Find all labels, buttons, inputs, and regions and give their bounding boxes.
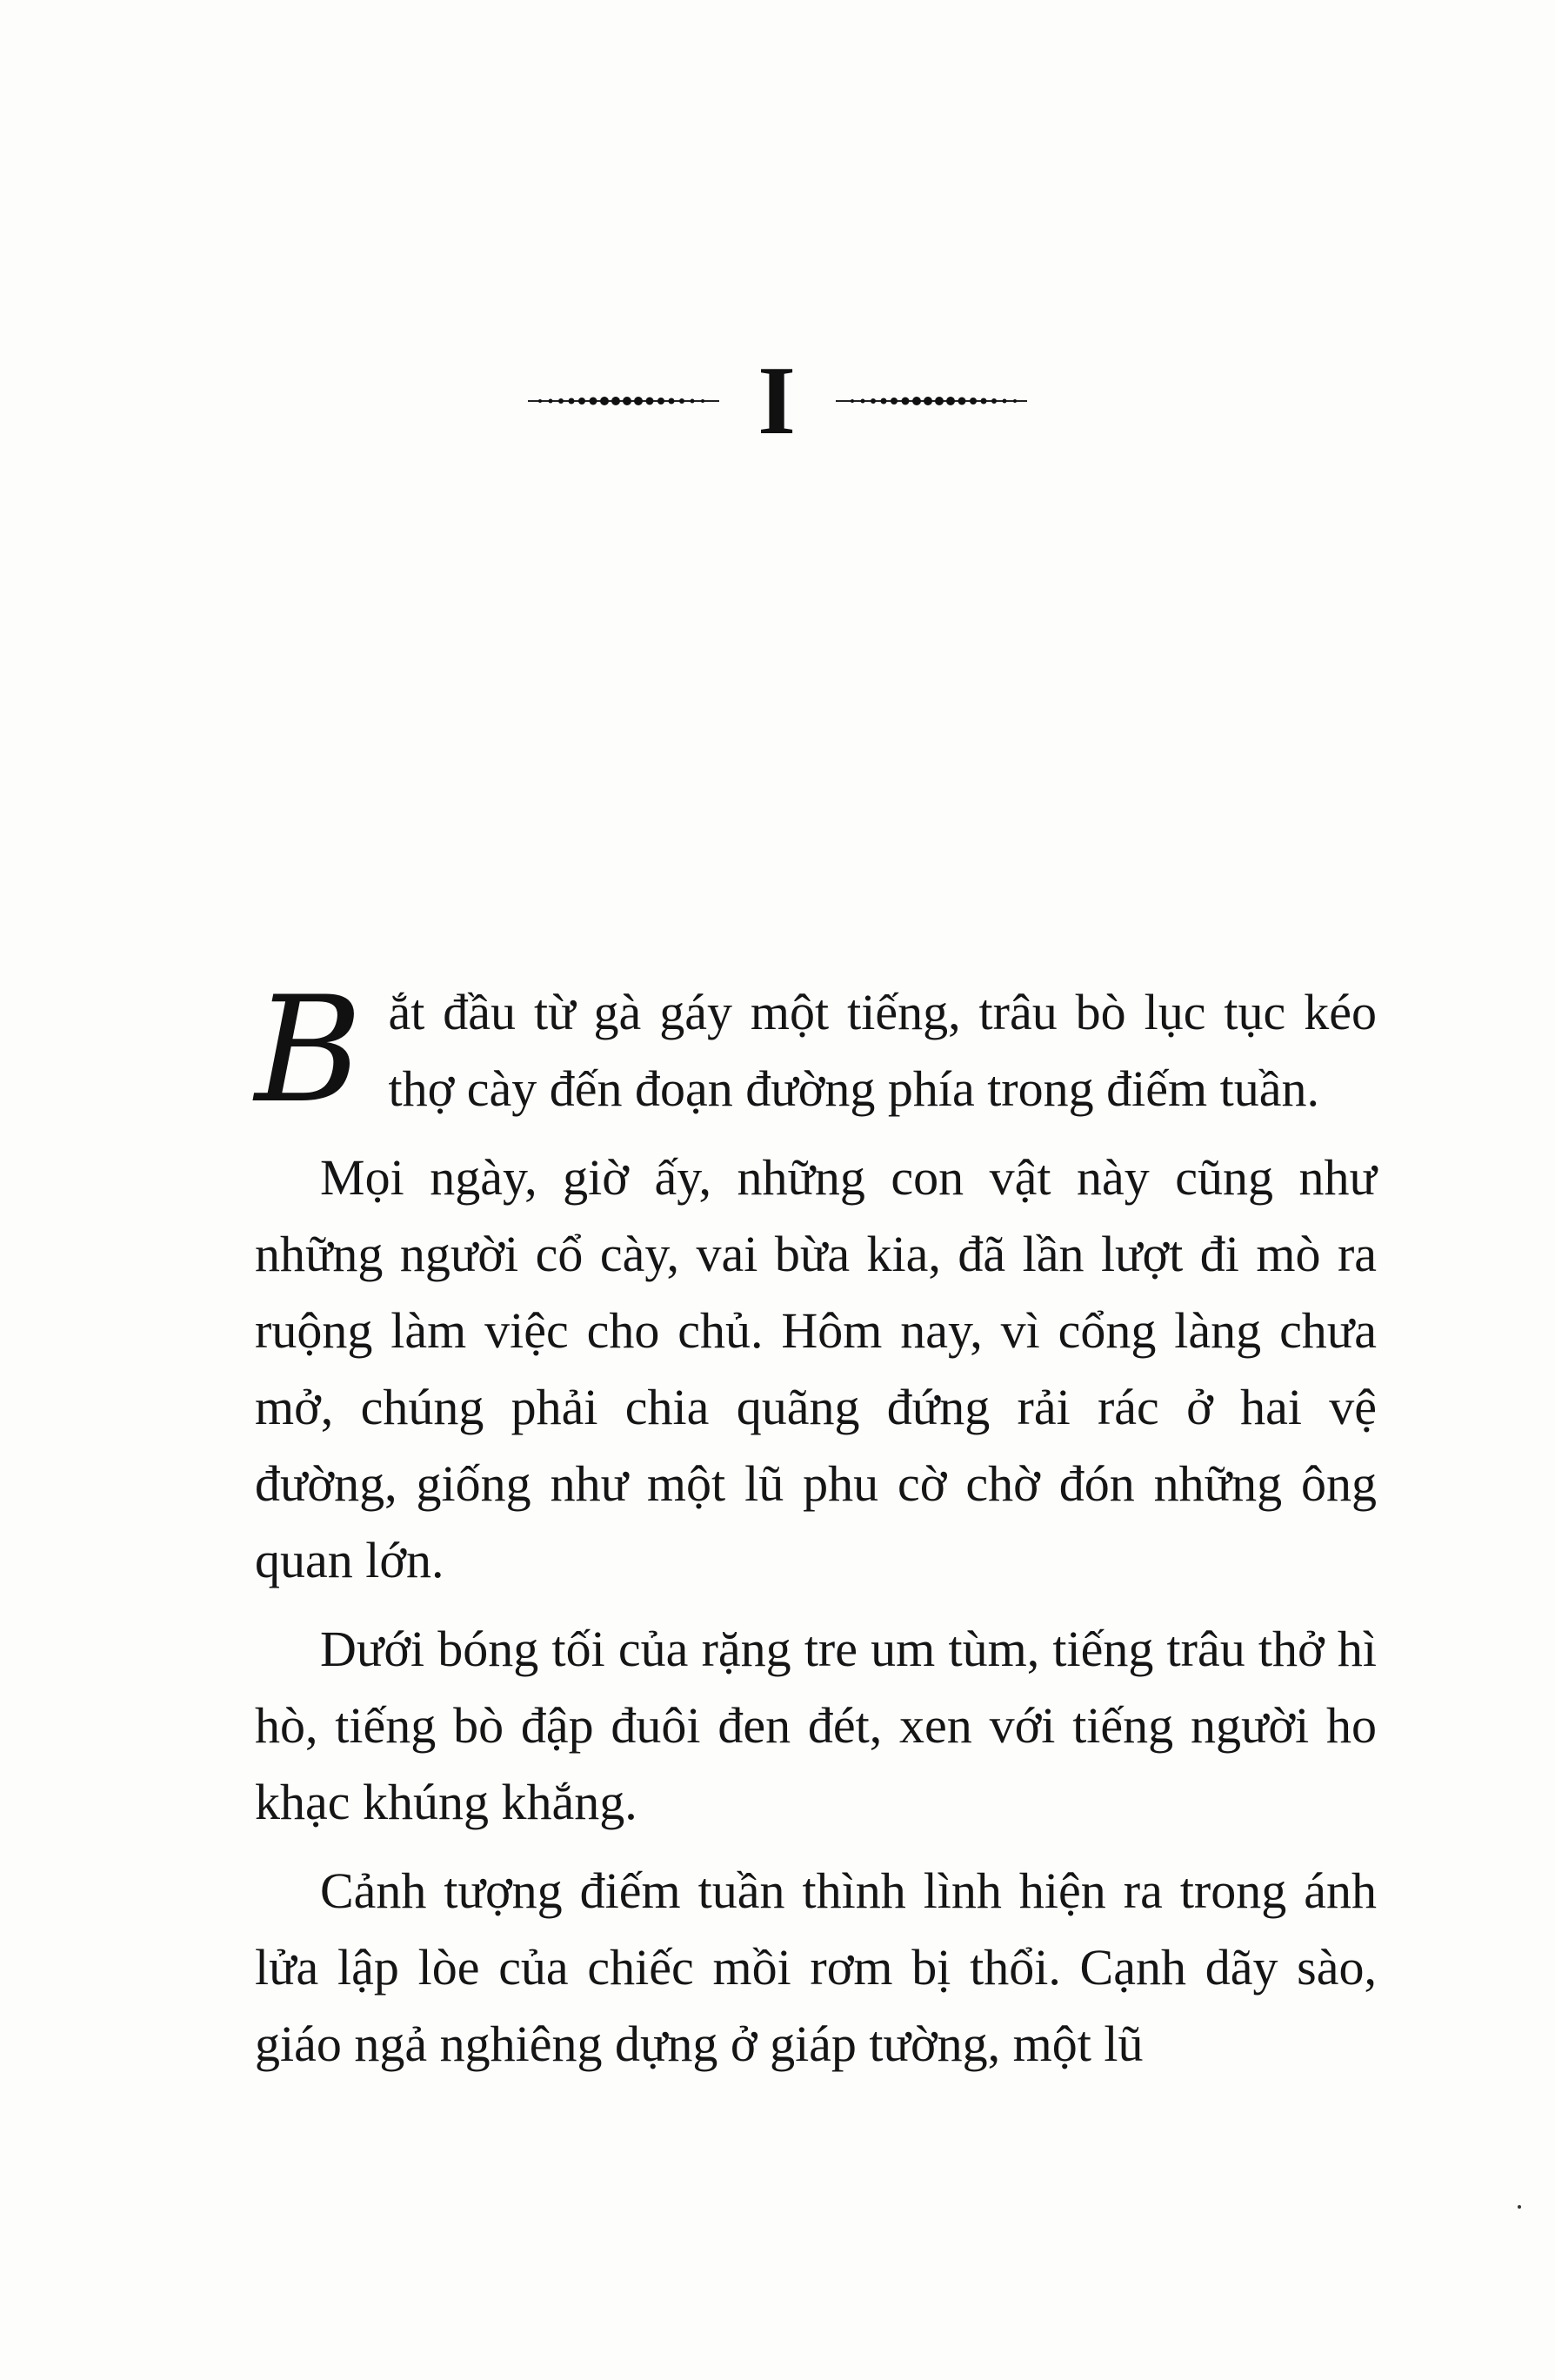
drop-cap: B: [255, 965, 363, 1135]
paragraph-1: [255, 965, 1377, 1135]
paragraph-4: Cảnh tượng điếm tuần thình lình hiện ra trong ánh lửa lập lòe của chiếc mồi rơm bị thổi. Cạnh dãy sào, giáo ngả nghiêng dựng ở giáp tường, một lũ: [255, 1862, 1377, 2072]
chapter-number: I: [757, 347, 798, 455]
chapter-heading: [0, 347, 1555, 455]
ornament-left-icon: [528, 391, 719, 411]
paragraph-3: Dưới bóng tối của rặng tre um tùm, tiếng trâu thở hì hò, tiếng bò đập đuôi đen đét, xen với tiếng người ho khạc khúng khắng.: [255, 1621, 1377, 1830]
paragraph-1-text: ắt đầu từ gà gáy một tiếng, trâu bò lục tục kéo thợ cày đến đoạn đường phía trong điếm tuần.: [388, 984, 1377, 1117]
print-speck: [1518, 2205, 1521, 2209]
ornament-right-icon: [836, 391, 1027, 411]
paragraph-2: Mọi ngày, giờ ấy, những con vật này cũng như những người cổ cày, vai bừa kia, đã lần lượt đi mò ra ruộng làm việc cho chủ. Hôm nay, vì cổng làng chưa mở, chúng phải chia quãng đứng rải rác ở hai vệ đường, giống như một lũ phu cờ chờ đón những ông quan lớn.: [255, 1149, 1377, 1588]
chapter-body: [255, 965, 1377, 2095]
